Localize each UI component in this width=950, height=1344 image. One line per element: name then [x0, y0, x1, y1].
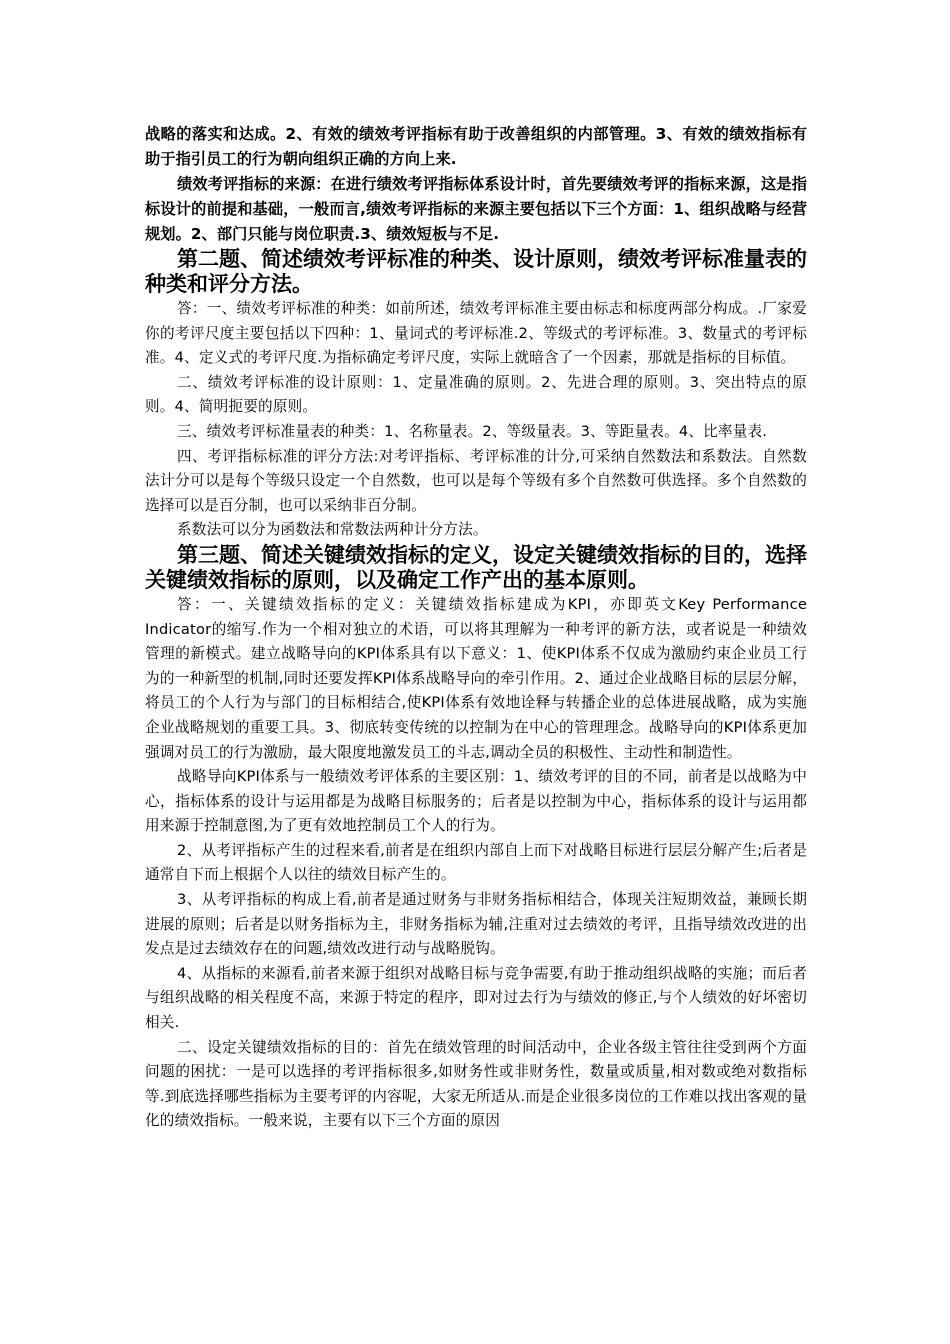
paragraph: 4、从指标的来源看,前者来源于组织对战略目标与竞争需要,有助于推动组织战略的实施；而后者与组织战略的相关程度不高，来源于特定的程序，即对过去行为与绩效的修正,与个人绩效的好坏密切相关. — [145, 964, 807, 1032]
section-heading: 第三题、简述关键绩效指标的定义，设定关键绩效指标的目的，选择关键绩效指标的原则，以及确定工作产出的基本原则。 — [145, 542, 807, 592]
paragraph: 答：一、关键绩效指标的定义：关键绩效指标建成为KPI，亦即英文Key Performance Indicator的缩写.作为一个相对独立的术语，可以将其理解为一种考评的新方法，或者说是一种绩效管理的新模式。建立战略导向的KPI体系具有以下意义：1、使KPI体系不仅成为激励约束企业员工行为的一种新型的机制,同时还要发挥KPI体系战略导向的牵引作用。2、通过企业战略目标的层层分解，将员工的个人行为与部门的目标相结合,使KPI体系有效地诠释与转播企业的总体进展战略，成为实施企业战略规划的重要工具。3、彻底转变传统的以控制为在中心的管理理念。战略导向的KPI体系更加强调对员工的行为激励，最大限度地激发员工的斗志,调动全员的积极性、主动性和制造性。 — [145, 595, 807, 761]
paragraph: 二、设定关键绩效指标的目的：首先在绩效管理的时间活动中，企业各级主管往往受到两个方面问题的困扰：一是可以选择的考评指标很多,如财务性或非财务性，数量或质量,相对数或绝对数指标等.到底选择哪些指标为主要考评的内容呢，大家无所适从.而是企业很多岗位的工作难以找出客观的量化的绩效指标。一般来说，主要有以下三个方面的原因 — [145, 1038, 807, 1130]
paragraph: 战略的落实和达成。2、有效的绩效考评指标有助于改善组织的内部管理。3、有效的绩效指标有助于指引员工的行为朝向组织正确的方向上来. — [145, 125, 807, 168]
paragraph: 四、考评指标标准的评分方法:对考评指标、考评标准的计分,可采纳自然数法和系数法。自然数法计分可以是每个等级只设定一个自然数，也可以是每个等级有多个自然数可供选择。多个自然数的选择可以是百分制，也可以采纳非百分制。 — [145, 447, 807, 514]
paragraph: 绩效考评指标的来源：在进行绩效考评指标体系设计时，首先要绩效考评的指标来源，这是指标设计的前提和基础，一般而言,绩效考评指标的来源主要包括以下三个方面：1、组织战略与经营规划。2、部门只能与岗位职责.3、绩效短板与不足. — [145, 175, 807, 243]
section-heading: 第二题、简述绩效考评标准的种类、设计原则，绩效考评标准量表的种类和评分方法。 — [145, 247, 807, 296]
paragraph: 战略导向KPI体系与一般绩效考评体系的主要区别：1、绩效考评的目的不同，前者是以战略为中心，指标体系的设计与运用都是为战略目标服务的；后者是以控制为中心，指标体系的设计与运用都用来源于控制意图,为了更有效地控制员工个人的行为。 — [145, 768, 807, 835]
paragraph: 2、从考评指标产生的过程来看,前者是在组织内部自上而下对战略目标进行层层分解产生;后者是通常自下而上根据个人以往的绩效目标产生的。 — [145, 841, 807, 884]
paragraph: 系数法可以分为函数法和常数法两种计分方法。 — [177, 521, 488, 539]
paragraph: 二、绩效考评标准的设计原则：1、定量准确的原则。2、先进合理的原则。3、突出特点的原则。4、简明扼要的原则。 — [145, 373, 807, 416]
document-page — [145, 122, 807, 1134]
paragraph: 3、从考评指标的构成上看,前者是通过财务与非财务指标相结合，体现关注短期效益，兼顾长期进展的原则；后者是以财务指标为主，非财务指标为辅,注重对过去绩效的考评，且指导绩效改进的出发点是过去绩效存在的问题,绩效改进行动与战略脱钩。 — [145, 891, 807, 958]
paragraph: 三、绩效考评标准量表的种类：1、名称量表。2、等级量表。3、等距量表。4、比率量表. — [177, 422, 768, 440]
paragraph: 答：一、绩效考评标准的种类：如前所述，绩效考评标准主要由标志和标度两部分构成。.厂家爱你的考评尺度主要包括以下四种：1、量词式的考评标准.2、等级式的考评标准。3、数量式的考评标准。4、定义式的考评尺度.为指标确定考评尺度，实际上就暗含了一个因素，那就是指标的目标值。 — [145, 300, 807, 367]
